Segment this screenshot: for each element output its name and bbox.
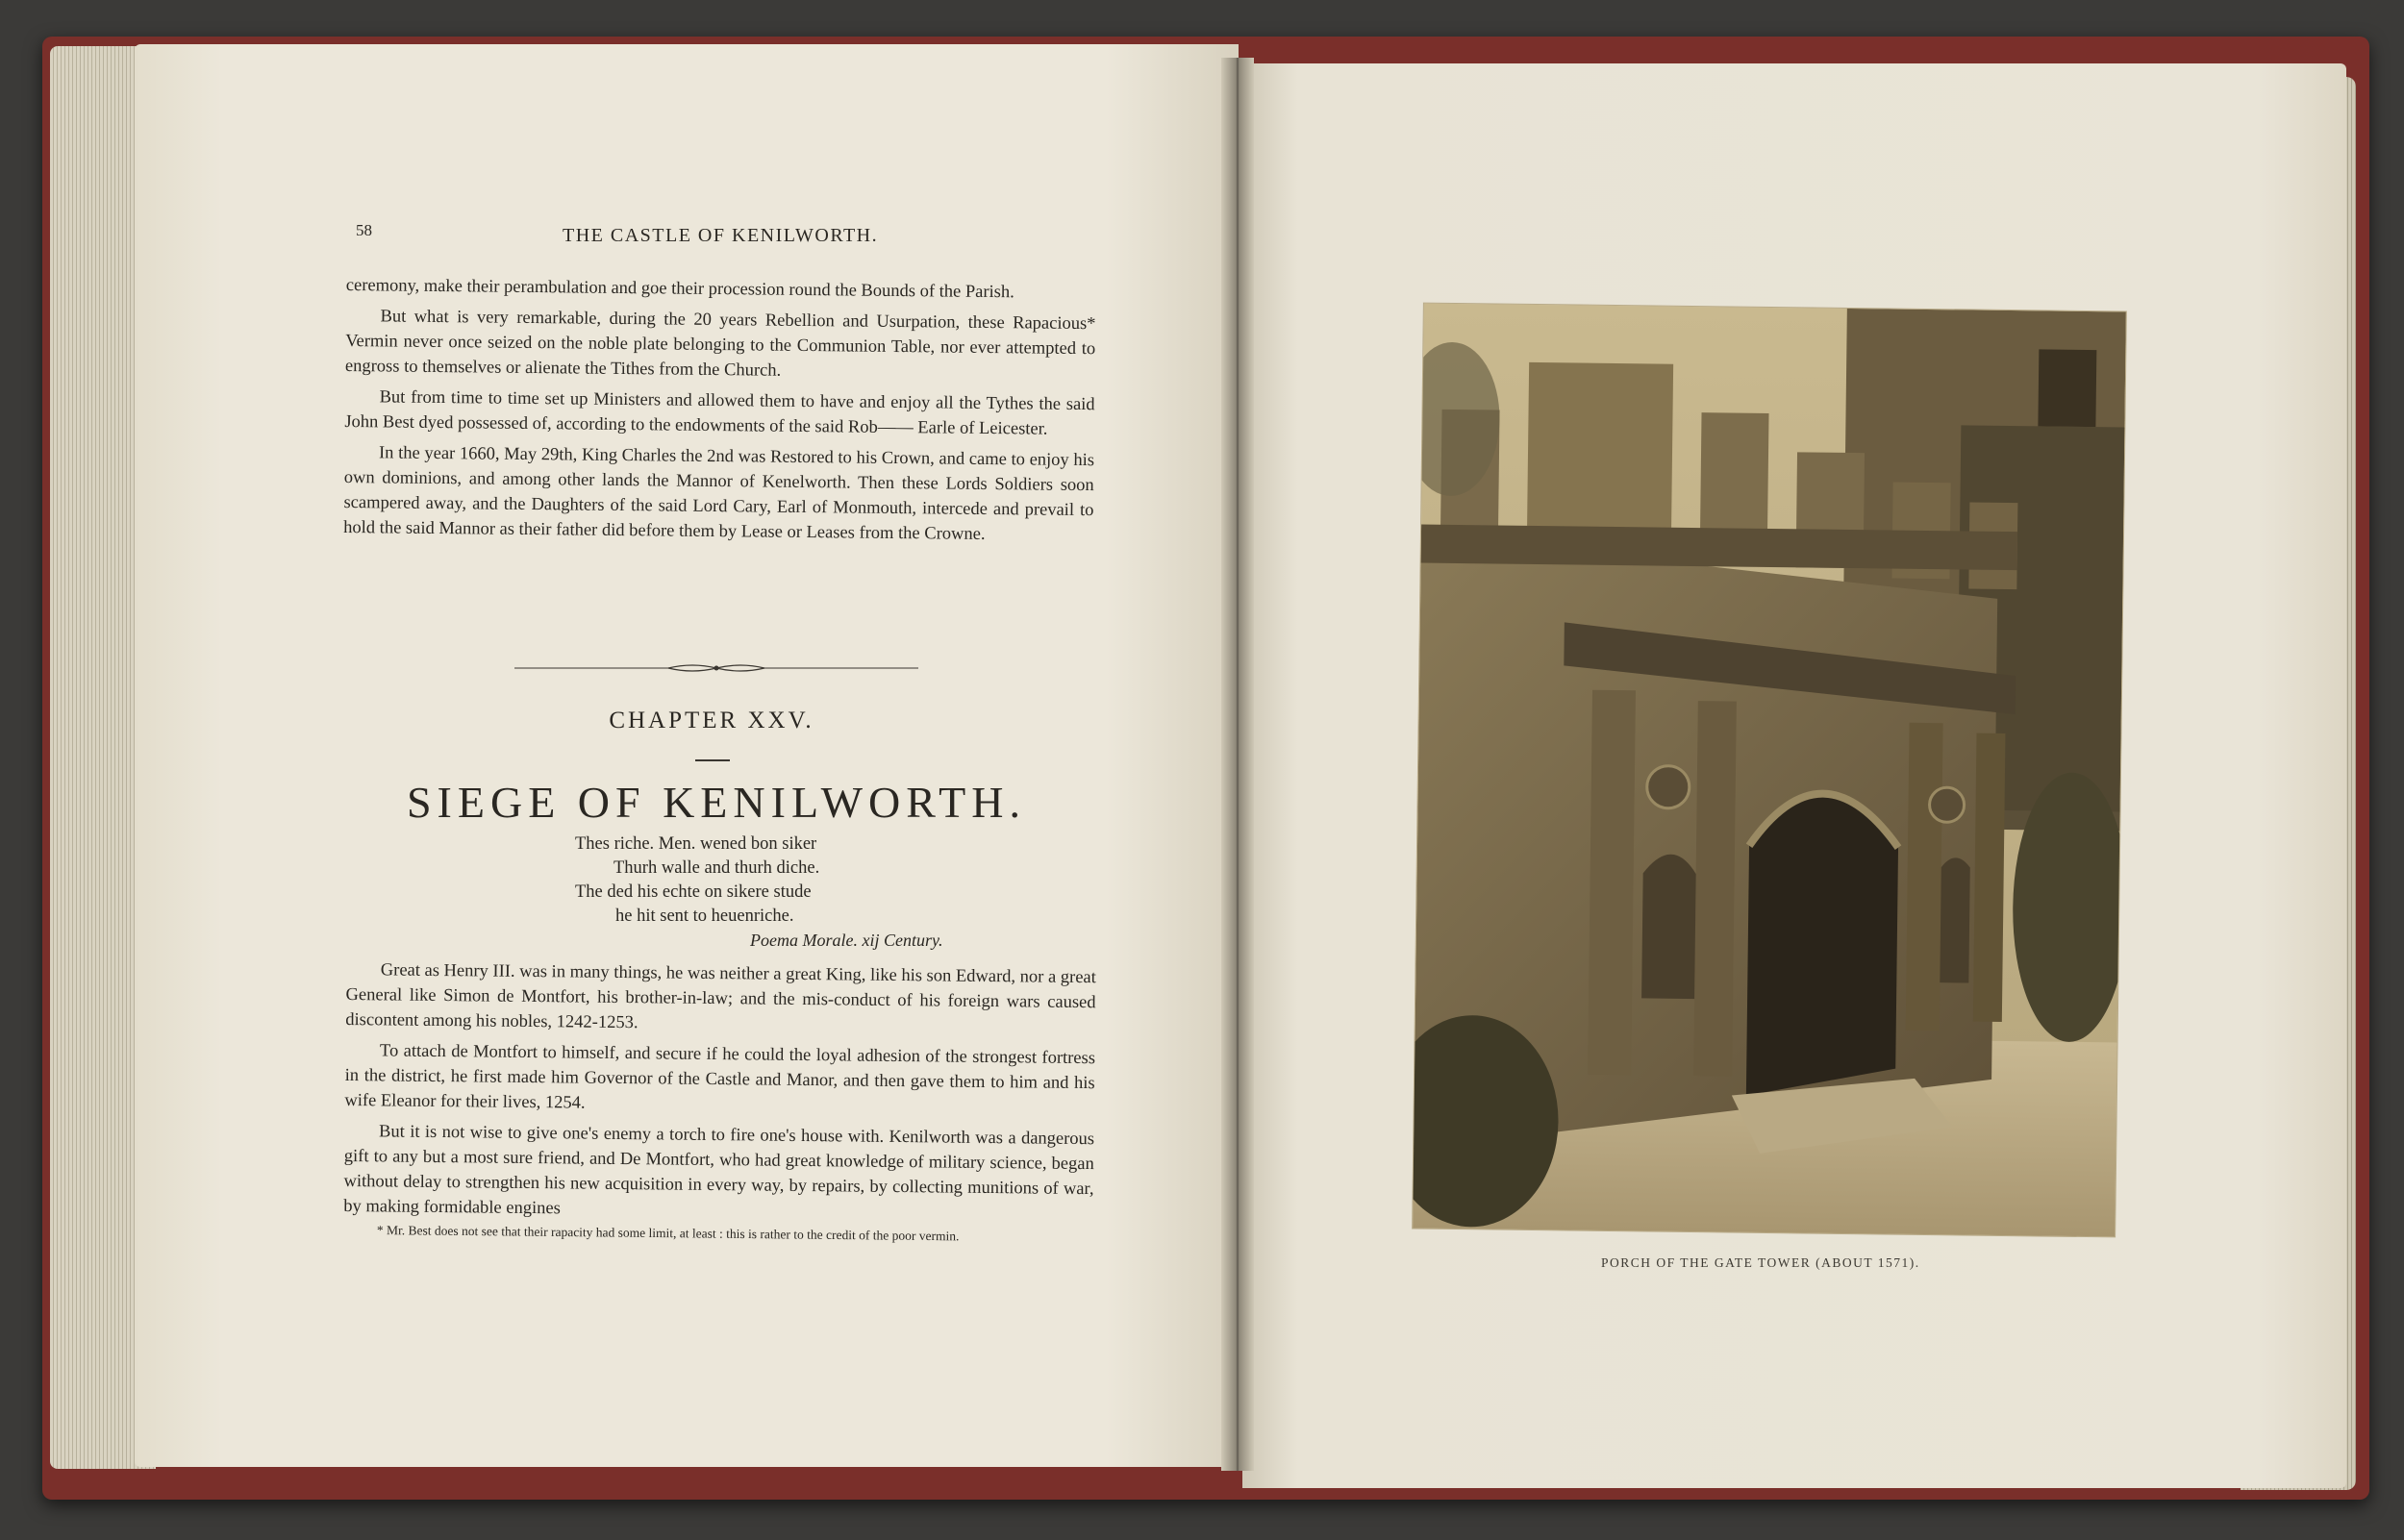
paragraph: But from time to time set up Ministers and allowed them to have and enjoy all the Tythes the said John Best dyed possessed of, according to the endowments of the said Rob—— Earle of Leicester. [344, 387, 1095, 439]
epigraph-poem [575, 832, 819, 929]
ornamental-rule [514, 661, 918, 675]
paragraph: But what is very remarkable, during the 20 years Rebellion and Usurpation, these Rapacious* Vermin never once seized on the noble plate belonging to the Communion Table, nor ever attempted to engross to themselves or alienate the Tithes from the Church. [344, 307, 1096, 381]
poem-attribution: Poema Morale. xij Century. [750, 931, 943, 950]
running-head [356, 221, 1087, 250]
book-gutter [1221, 58, 1254, 1471]
porch-photograph [1413, 304, 2126, 1237]
porch-illustration [1413, 304, 2126, 1237]
left-page [135, 44, 1239, 1467]
footnote: * Mr. Best does not see that their rapacity had some limit, at least : this is rather to the credit of the poor vermin. [376, 1223, 960, 1244]
paragraph: ceremony, make their perambulation and goe their procession round the Bounds of the Parish. [345, 275, 1014, 303]
short-rule [695, 759, 730, 761]
running-title: THE CASTLE OF KENILWORTH. [563, 225, 879, 246]
chapter-label: CHAPTER XXV. [609, 708, 814, 733]
body-text-top [343, 273, 1096, 554]
poem-line: Thurh walle and thurh diche. [614, 858, 820, 878]
poem-line: he hit sent to heuenriche. [615, 907, 794, 926]
paragraph: In the year 1660, May 29th, King Charles the 2nd was Restored to his Crown, and came to enjoy his own dominions, and among other lands the Mannor of Kenelworth. Then these Lords Soldiers soon scampered away, and the Daughters of the said Lord Cary, Earl of Monmouth, intercede and prevail to hold the said Mannor as their father did before them by Lease or Leases from the Crowne. [343, 443, 1095, 544]
chapter-title: SIEGE OF KENILWORTH. [406, 778, 1027, 827]
paragraph: Great as Henry III. was in many things, he was neither a great King, like his son Edward, nor a great General like Simon de Montfort, his brother-in-law; and the mis-conduct of his foreign wars caused discontent among his nobles, 1242-1253. [345, 960, 1096, 1033]
poem-line: The ded his echte on sikere stude [575, 882, 812, 902]
body-text-bottom [343, 957, 1096, 1232]
paragraph: To attach de Montfort to himself, and secure if he could the loyal adhesion of the strongest fortress in the district, he first made him Governor of the Castle and Manor, and then gave them to him and his wife Eleanor for their lives, 1254. [344, 1041, 1096, 1113]
page-number: 58 [356, 221, 372, 239]
paragraph: But it is not wise to give one's enemy a torch to fire one's house with. Kenilworth was a dangerous gift to any but a most sure friend, and De Montfort, who had great knowledge of military science, began without delay to strengthen his new acquisition in every way, by repairs, by collecting munitions of war, by making formidable engines [343, 1122, 1095, 1219]
poem-line: Thes riche. Men. wened bon siker [575, 834, 817, 854]
photo-caption: PORCH OF THE GATE TOWER (ABOUT 1571). [1601, 1255, 1920, 1270]
